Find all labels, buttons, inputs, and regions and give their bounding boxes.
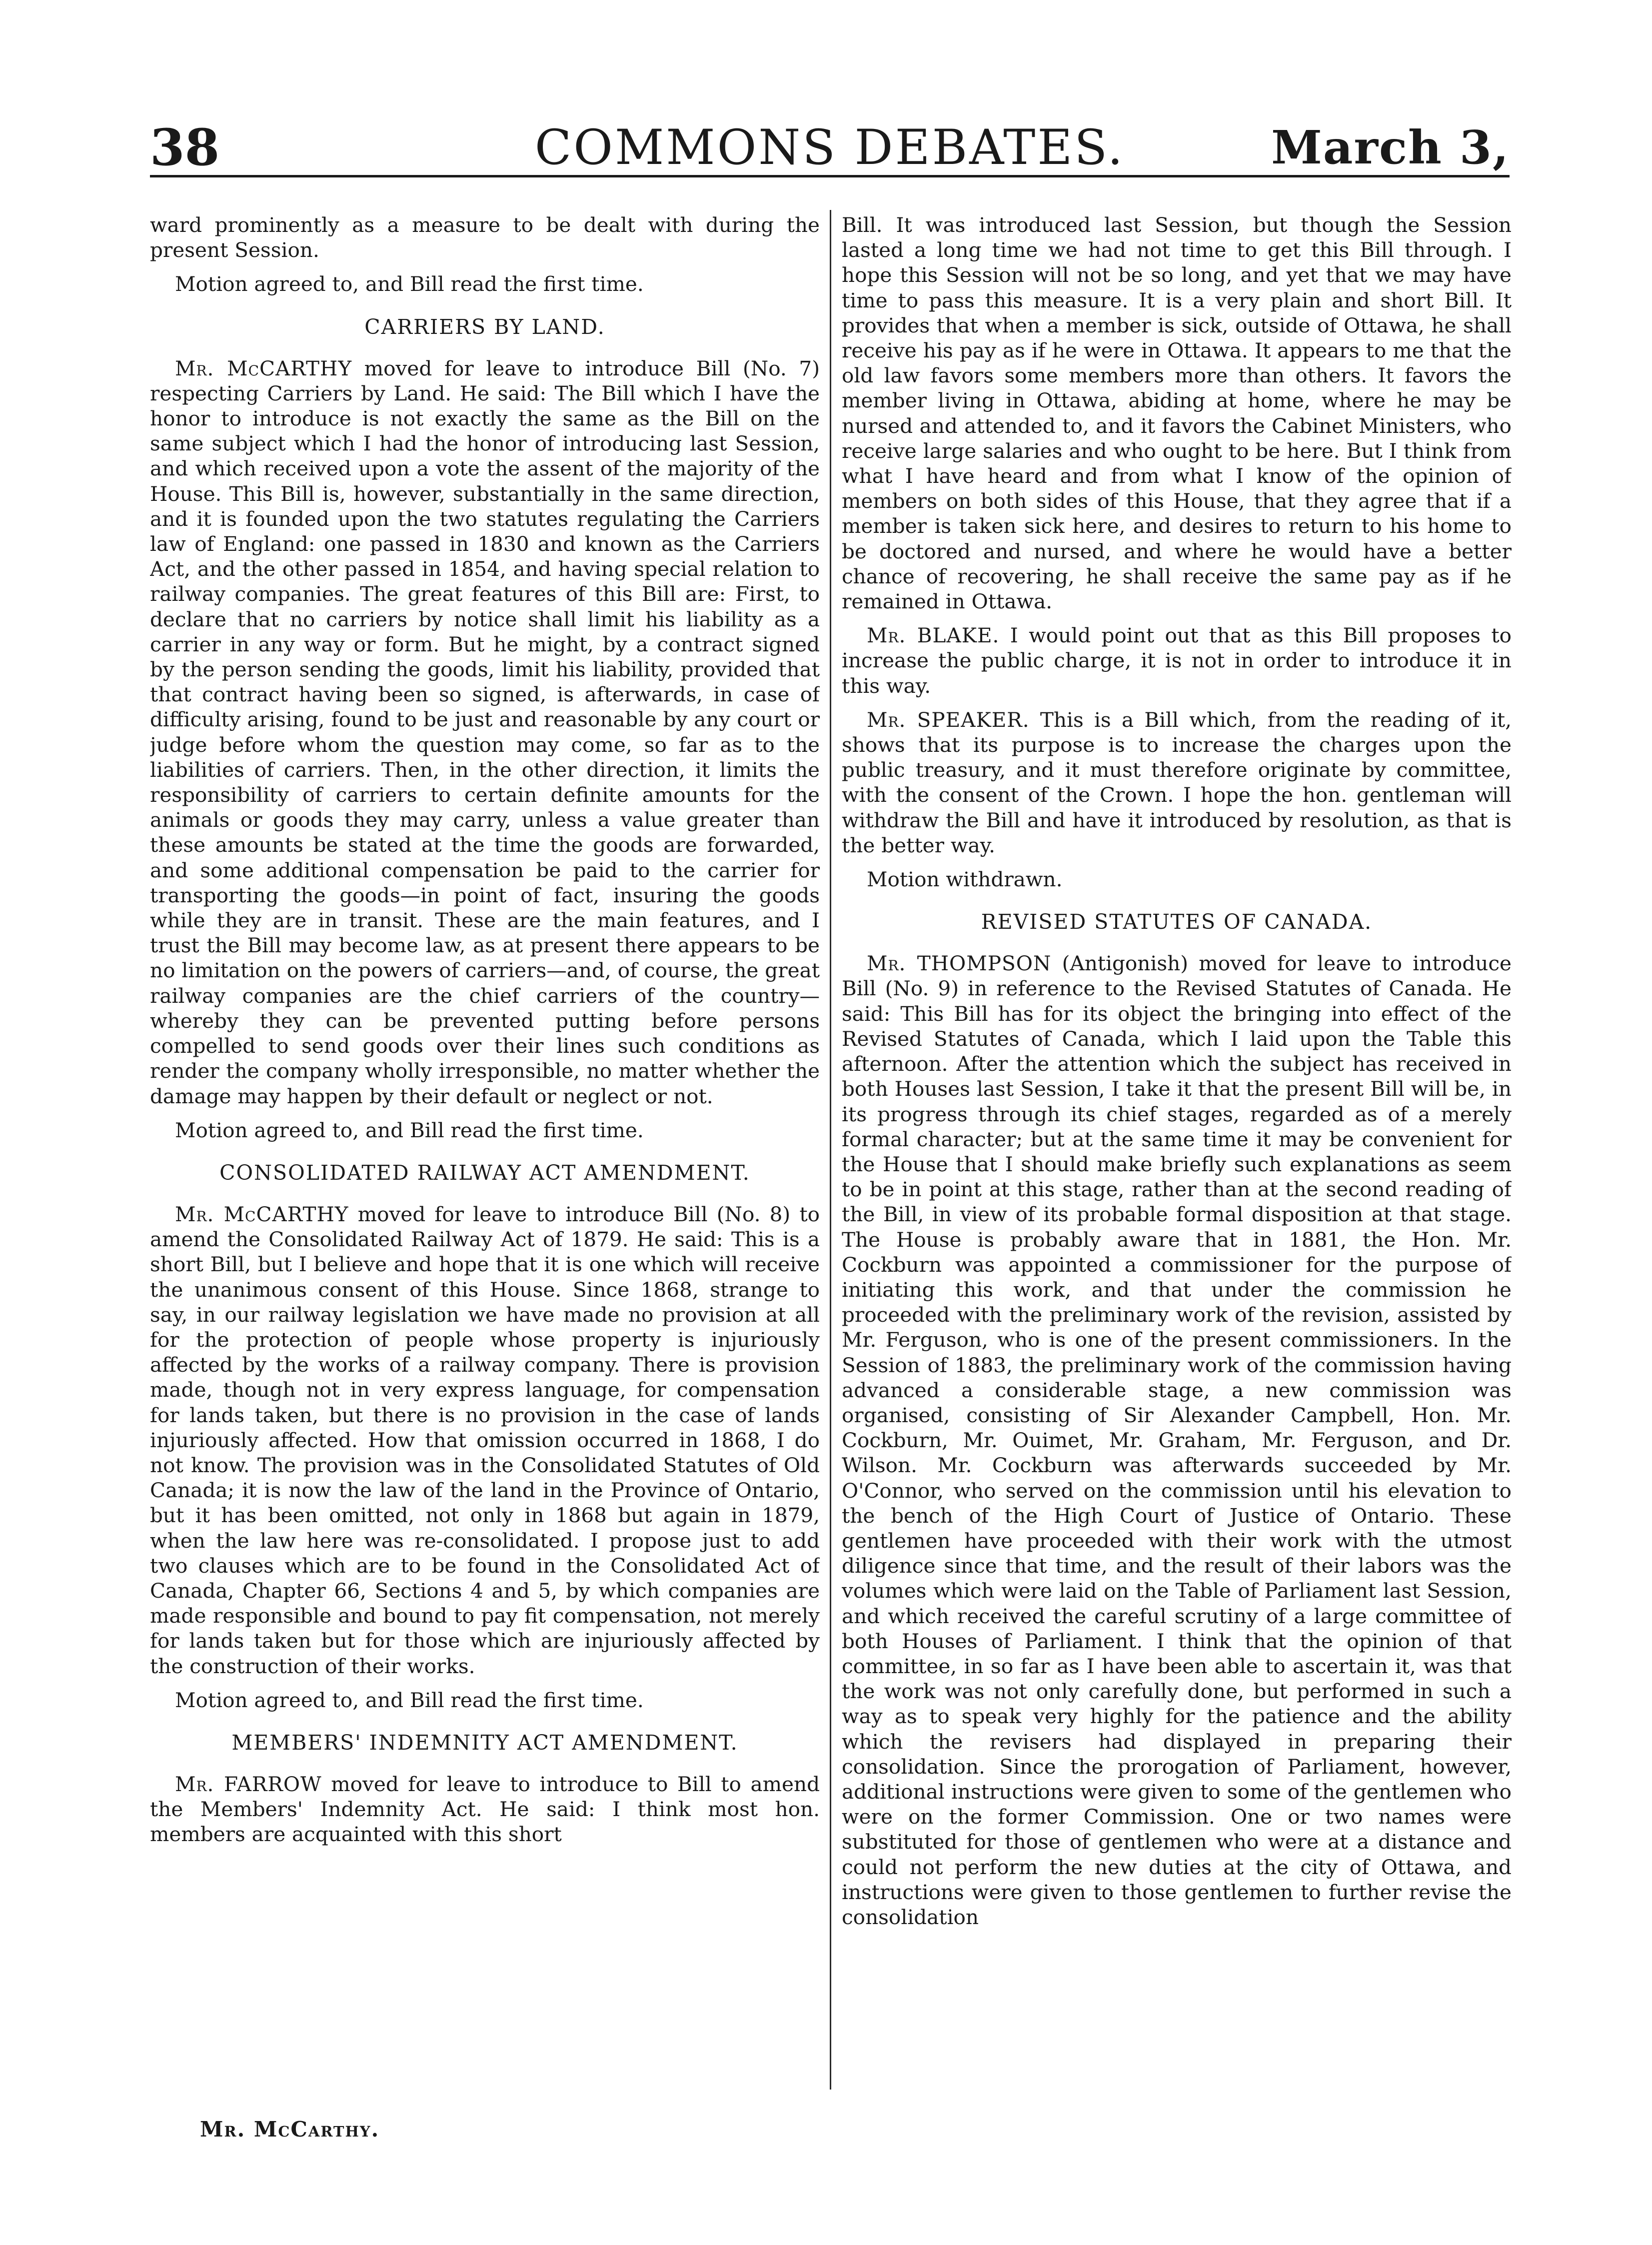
speech-text: This is a Bill which, from the reading of it, shows that its purpose is to increase the charges upon the public treasury, and it must therefore originate by committee, with the consent of the Crown. I hope the hon. gentleman will withdraw the Bill and have it introduced by resolution, as that is the better way. — [842, 707, 1512, 857]
paragraph: ward prominently as a measure to be dealt with during the present Session. — [150, 213, 820, 262]
running-title: COMMONS DEBATES. — [534, 119, 1125, 175]
column-divider — [830, 210, 831, 2090]
speaker-name: Mr. SPEAKER. — [867, 707, 1030, 732]
footer-signature: Mr. McCarthy. — [200, 2117, 380, 2142]
section-heading-revised: REVISED STATUTES OF CANADA. — [981, 910, 1373, 934]
motion-line: Motion agreed to, and Bill read the first time. — [175, 1118, 644, 1142]
paragraph: Bill. It was introduced last Session, but though the Session lasted a long time we had not time to get this Bill through. I hope this Session will not be so long, and yet that we may have time to pass this measure. It is a very plain and short Bill. It provides that when a member is sick, outside of Ottawa, he shall receive his pay as if he were in Ottawa. It appears to me that the old law favors some members more than others. It favors the member living in Ottawa, abiding at home, where he may be nursed and attended to, and it favors the Cabinet Ministers, who receive large salaries and who ought to be here. But I think from what I have heard and from what I know of the opinion of members on both sides of this House, that they agree that if a member is taken sick here, and desires to return to his home to be doctored and nursed, and where he would have a better chance of recovering, he shall receive the same pay as if he remained in Ottawa. — [842, 213, 1512, 614]
page-number: 38 — [150, 118, 220, 177]
speech-text: I would point out that as this Bill proposes to increase the public charge, it is not in order to introduce it in this way. — [842, 623, 1512, 698]
section-heading-railway: CONSOLIDATED RAILWAY ACT AMENDMENT. — [219, 1160, 750, 1185]
speech-text: moved for leave to introduce Bill (No. 8) to amend the Consolidated Railway Act of 1879. He said: This is a short Bill, but I believe and hope that it is one which will receive the unanimous consent of this House. Since 1868, strange to say, in our railway legislation we have made no provision at all for the protection of people whose property is injuriously affected by the works of a railway company. There is provision made, though not in very express language, for compensation for lands taken, but there is no provision in the case of lands injuriously affected. How that omission occurred in 1868, I do not know. The provision was in the Consolidated Statutes of Old Canada; it is now the law of the land in the Province of Ontario, but it has been omitted, not only in 1868 but again in 1879, when the law here was re-consolidated. I propose just to add two clauses which are to be found in the Consolidated Act of Canada, Chapter 66, Sections 4 and 5, by which companies are made responsible and bound to pay fit compensation, not merely for lands taken but for those which are injuriously affected by the construction of their works. — [150, 1202, 820, 1678]
left-column — [150, 212, 820, 2102]
section-heading-carriers: CARRIERS BY LAND. — [364, 314, 605, 339]
speech-text: moved for leave to introduce Bill (No. 7) respecting Carriers by Land. He said: The Bill which I have the honor to introduce is not exactly the same as the Bill on the same subject which I had the honor of introducing last Session, and which received upon a vote the assent of the majority of the House. This Bill is, however, substantially in the same direction, and it is founded upon the two statutes regulating the Carriers law of England: one passed in 1830 and known as the Carriers Act, and the other passed in 1854, and having special relation to railway companies. The great features of this Bill are: First, to declare that no carriers by notice shall limit his liability as a carrier in any way or form. But he might, by a contract signed by the person sending the goods, limit his liability, provided that that contract having been so signed, is afterwards, in case of difficulty arising, found to be just and reasonable by any court or judge before whom the question may come, so far as to the liabilities of carriers. Then, in the other direction, it limits the responsibility of carriers to certain definite amounts for the animals or goods they may carry, unless a value greater than these amounts be stated at the time the goods are forwarded, and some additional compensation be paid to the carrier for transporting the goods—in point of fact, insuring the goods while they are in transit. These are the main features, and I trust the Bill may become law, as at present there appears to be no limitation on the powers of carriers—and, of course, the great railway companies are the chief carriers of the country—whereby they can be prevented putting before persons compelled to send goods over their lines such conditions as render the company wholly irresponsible, no matter whether the damage may happen by their default or neglect or not. — [150, 356, 820, 1108]
motion-line: Motion agreed to, and Bill read the first time. — [175, 272, 644, 296]
speech-text: (Antigonish) moved for leave to introduce Bill (No. 9) in reference to the Revised Statutes of Canada. He said: This Bill has for its object the bringing into effect of the Revised Statutes of Canada, which I laid upon the Table this afternoon. After the attention which the subject has received in both Houses last Session, I take it that the present Bill will be, in its progress through its chief stages, regarded as of a merely formal character; but at the same time it may be convenient for the House that I should make briefly such explanations as seem to be in point at this stage, rather than at the second reading of the Bill, in view of its probable formal disposition at that stage. The House is probably aware that in 1881, the Hon. Mr. Cockburn was appointed a commissioner for the purpose of initiating this work, and that under the commission he proceeded with the preliminary work of the revision, assisted by Mr. Ferguson, who is one of the present commissioners. In the Session of 1883, the preliminary work of the commission having advanced a considerable stage, a new commission was organised, consisting of Sir Alexander Campbell, Hon. Mr. Cockburn, Mr. Ouimet, Mr. Graham, Mr. Ferguson, and Dr. Wilson. Mr. Cockburn was afterwards succeeded by Mr. O'Connor, who served on the commission until his elevation to the bench of the High Court of Justice of Ontario. These gentlemen have proceeded with their work with the utmost diligence since that time, and the result of their labors was the volumes which were laid on the Table of Parliament last Session, and which received the careful scrutiny of a large committee of both Houses of Parliament. I think that the opinion of that committee, in so far as I have been able to ascertain it, was that the work was not only carefully done, but performed in such a way as to speak very highly for the patience and the ability which the revisers had displayed in preparing their consolidation. Since the prorogation of Parliament, however, additional instructions were given to some of the gentlemen who were on the former Commission. One or two names were substituted for those of gentlemen who were at a distance and could not perform the new duties at the city of Ottawa, and instructions were given to those gentlemen to further revise the consolidation — [842, 951, 1512, 1929]
speaker-name: Mr. McCARTHY — [175, 356, 352, 380]
paragraph — [150, 356, 820, 1109]
paragraph — [150, 1202, 820, 1679]
motion-line: Motion agreed to, and Bill read the first time. — [175, 1688, 644, 1712]
paragraph — [842, 707, 1512, 858]
right-column — [842, 212, 1512, 2102]
speaker-name: Mr. BLAKE. — [867, 623, 1000, 648]
motion-line: Motion withdrawn. — [867, 867, 1063, 892]
speaker-name: Mr. THOMPSON — [867, 951, 1052, 976]
page-date: March 3, — [1271, 120, 1510, 174]
page-header — [150, 120, 1510, 177]
paragraph — [842, 951, 1512, 1930]
section-heading-indemnity: MEMBERS' INDEMNITY ACT AMENDMENT. — [231, 1730, 738, 1755]
speaker-name: Mr. FARROW — [175, 1772, 322, 1796]
paragraph — [150, 1772, 820, 1847]
speaker-name: Mr. McCARTHY — [175, 1202, 349, 1226]
paragraph — [842, 623, 1512, 698]
speech-text: moved for leave to introduce to Bill to amend the Members' Indemnity Act. He said: I think most hon. members are acquainted with this short — [150, 1772, 820, 1847]
